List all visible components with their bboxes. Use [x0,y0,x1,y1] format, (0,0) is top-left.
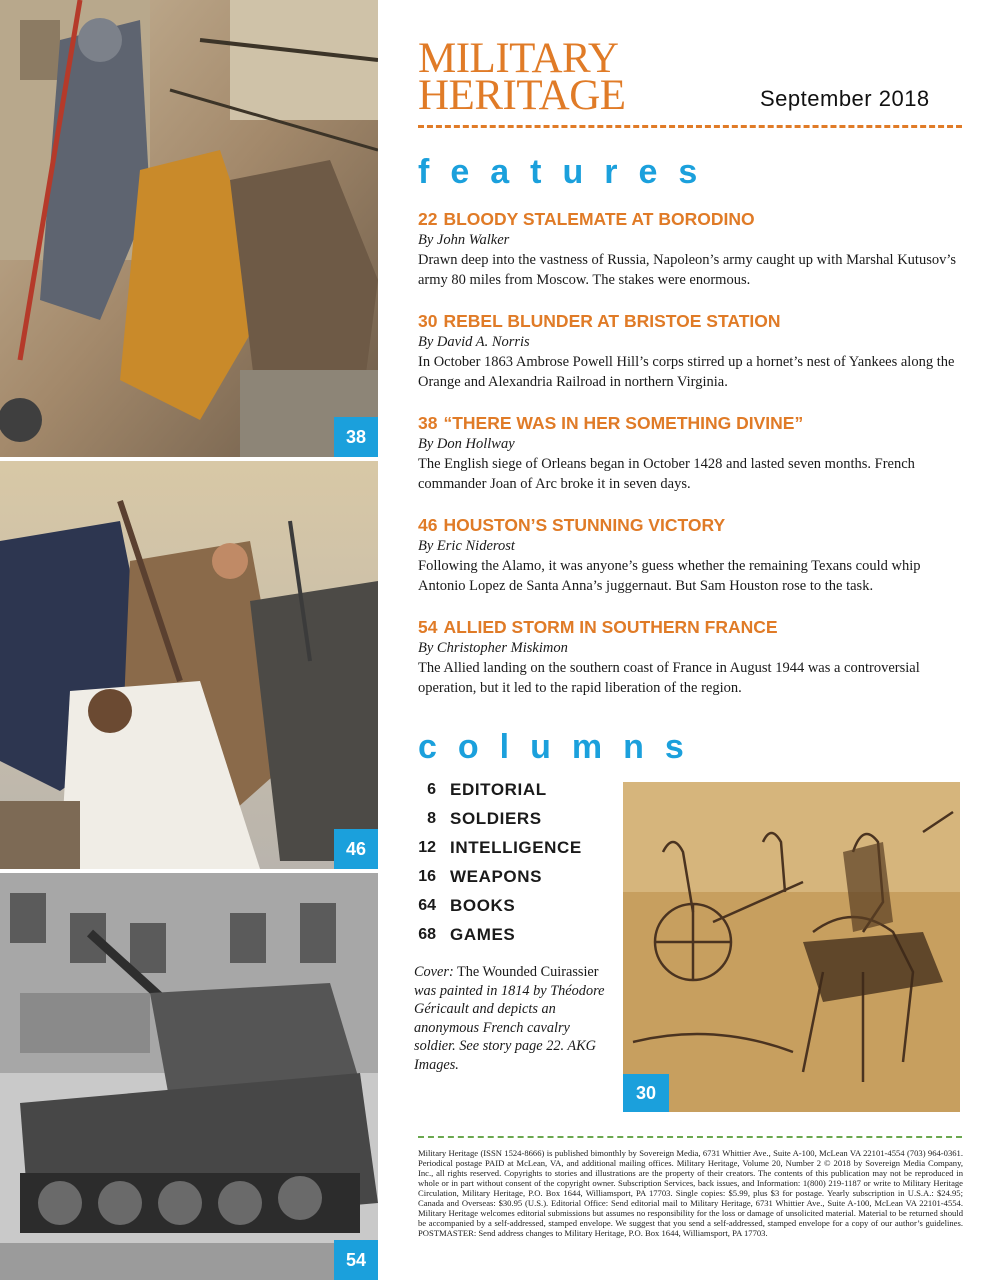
column-page-number: 68 [418,925,436,943]
feature-title-text: BLOODY STALEMATE AT BORODINO [443,209,755,229]
feature-author: By John Walker [418,232,510,248]
feature-description: Drawn deep into the vastness of Russia, Napoleon’s army caught up with Marshal Kutusov’s army 80 miles from Moscow. The stakes were enormous. [418,252,957,288]
page-tag-38: 38 [334,417,378,457]
sketch-art [623,782,960,1112]
column-item-soldiers[interactable] [410,804,610,833]
feature-item[interactable] [418,616,964,718]
cover-caption [414,963,614,1074]
feature-page-number: 54 [418,617,438,637]
feature-description: Following the Alamo, it was anyone’s guess whether the remaining Texans could whip Antonio Lopez de Santa Anna’s juggernaut. But Sam Houston rose to the task. [418,558,921,594]
columns-heading: columns [418,728,705,766]
feature-item[interactable] [418,514,964,616]
tank-photo-art [0,873,378,1280]
column-title: EDITORIAL [450,779,547,799]
bottom-dashed-rule [418,1136,962,1138]
feature-description: In October 1863 Ambrose Powell Hill’s corps stirred up a hornet’s nest of Yankees along the Orange and Alexandria Railroad in northern Virginia. [418,354,955,390]
feature-description: The English siege of Orleans began in October 1428 and lasted seven months. French commander Joan of Arc broke it in seven days. [418,456,915,492]
column-item-weapons[interactable] [410,862,610,891]
feature-title-text: REBEL BLUNDER AT BRISTOE STATION [443,311,781,331]
feature-title[interactable] [418,412,964,434]
tiger-tank-photo [0,873,378,1280]
top-dashed-rule [418,125,962,128]
feature-title-text: “THERE WAS IN HER SOMETHING DIVINE” [443,413,804,433]
feature-title-text: ALLIED STORM IN SOUTHERN FRANCE [443,617,778,637]
column-title: SOLDIERS [450,808,542,828]
column-title: BOOKS [450,895,516,915]
column-title: GAMES [450,924,516,944]
column-item-games[interactable] [410,920,610,949]
column-page-number: 8 [427,809,436,827]
column-item-intelligence[interactable] [410,833,610,862]
feature-title[interactable] [418,616,964,638]
feature-item[interactable] [418,310,964,412]
column-title: WEAPONS [450,866,543,886]
feature-description: The Allied landing on the southern coast of France in August 1944 was a controversial operation, but it led to the rapid liberation of the region. [418,660,920,696]
column-item-books[interactable] [410,891,610,920]
column-page-number: 64 [418,896,436,914]
feature-author: By David A. Norris [418,334,530,350]
feature-page-number: 30 [418,311,438,331]
joan-of-arc-siege-painting [0,0,378,457]
column-page-number: 16 [418,867,436,885]
column-page-number: 6 [427,780,436,798]
cover-caption-text: was painted in 1814 by Théodore Géricault and depicts an anonymous French cavalry soldier. See story page 22. AKG Images. [414,982,605,1073]
page-tag-30: 30 [623,1074,669,1112]
civil-war-sketch [623,782,960,1112]
feature-item[interactable] [418,208,964,310]
magazine-logo [418,35,626,119]
logo-line-1: MILITARY [418,35,619,82]
features-list [418,208,964,718]
feature-author: By Eric Niderost [418,538,515,554]
feature-author: By Don Hollway [418,436,515,452]
feature-author: By Christopher Miskimon [418,640,568,656]
feature-page-number: 22 [418,209,438,229]
feature-title[interactable] [418,208,964,230]
feature-item[interactable] [418,412,964,514]
feature-title[interactable] [418,310,964,332]
column-title: INTELLIGENCE [450,837,582,857]
issue-date: September 2018 [760,86,930,111]
feature-title-text: HOUSTON’S STUNNING VICTORY [443,515,726,535]
feature-title[interactable] [418,514,964,536]
publication-fineprint: Military Heritage (ISSN 1524-8666) is published bimonthly by Sovereign Media, 6731 Whittier Ave., Suite A-100, McLean VA 22101-4554 (703) 964-0361. Periodical postage PAID at McLean, VA, and additional mailing offices. Military Heritage, Volume 20, Number 2 © 2018 by Sovereign Media Company, Inc., all rights reserved. Copyrights to stories and illustrations are the property of their creators. The contents of this publication may not be reproduced in whole or in part without consent of the copyright owner. Subscription Services, back issues, and Information: 1(800) 219-1187 or write to Military Heritage Circulation, Military Heritage, P.O. Box 1644, Williamsport, PA 17703. Single copies: $5.99, plus $3 for postage. Yearly subscription in U.S.A.: $24.95; Canada and Overseas: $30.95 (U.S.). Editorial Office: Send editorial mail to Military Heritage, 6731 Whittier Ave., Suite A-100, McLean VA 22101-4554. Military Heritage welcomes editorial submissions but assumes no responsibility for the loss or damage of unsolicited material. Material to be returned should be accompanied by a self-addressed, stamped envelope. We suggest that you send a self-addressed, stamped envelope for a copy of our author’s guidelines. POSTMASTER: Send address changes to Military Heritage, P.O. Box 1644, Williamsport, PA 17703. [418,1148,963,1238]
features-heading: features [418,153,719,191]
column-page-number: 12 [418,838,436,856]
san-jacinto-battle-painting [0,461,378,869]
page-tag-54: 54 [334,1240,378,1280]
siege-painting-art [0,0,378,457]
feature-page-number: 46 [418,515,438,535]
battle-painting-art [0,461,378,869]
cover-caption-label: Cover: [414,964,454,980]
logo-line-2: HERITAGE [418,72,626,119]
feature-page-number: 38 [418,413,438,433]
page-tag-46: 46 [334,829,378,869]
columns-list [410,775,610,949]
column-item-editorial[interactable] [410,775,610,804]
cover-caption-artwork-title: The Wounded Cuirassier [453,964,599,980]
